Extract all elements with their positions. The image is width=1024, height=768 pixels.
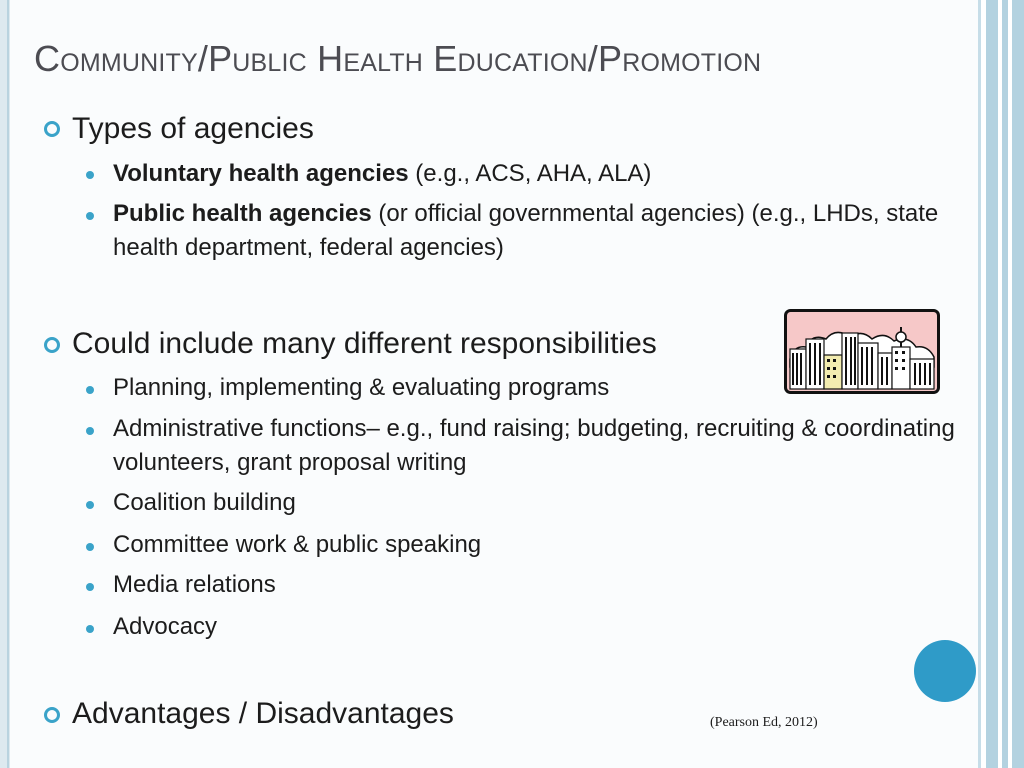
list-item: Media relations xyxy=(113,571,276,598)
ring-bullet-icon xyxy=(44,121,60,137)
left-edge-decoration xyxy=(0,0,10,768)
list-item: Administrative functions– e.g., fund raising; budgeting, recruiting & coordinating volunteers, grant proposal writing xyxy=(113,415,955,476)
dot-bullet-icon xyxy=(86,625,94,633)
citation: (Pearson Ed, 2012) xyxy=(710,715,818,730)
dot-bullet-icon xyxy=(86,543,94,551)
dot-bullet-icon xyxy=(86,386,94,394)
section-heading-advantages: Advantages / Disadvantages xyxy=(72,697,454,730)
list-item-voluntary: Voluntary health agencies (e.g., ACS, AHA, ALA) xyxy=(113,160,652,187)
list-item: Advocacy xyxy=(113,613,218,640)
section-heading-agencies: Types of agencies xyxy=(72,112,314,145)
dot-bullet-icon xyxy=(86,583,94,591)
decorative-circle xyxy=(914,640,976,702)
right-stripes-decoration xyxy=(978,0,1024,768)
list-item: Coalition building xyxy=(113,489,296,516)
list-item: Committee work & public speaking xyxy=(113,531,482,558)
city-skyline-icon xyxy=(784,309,940,394)
ring-bullet-icon xyxy=(44,337,60,353)
ring-bullet-icon xyxy=(44,707,60,723)
slide-title: Community/Public Health Education/Promotion xyxy=(34,38,762,79)
dot-bullet-icon xyxy=(86,171,94,179)
list-item: Planning, implementing & evaluating programs xyxy=(113,374,610,401)
dot-bullet-icon xyxy=(86,501,94,509)
dot-bullet-icon xyxy=(86,212,94,220)
section-heading-responsibilities: Could include many different responsibilities xyxy=(72,327,657,360)
dot-bullet-icon xyxy=(86,427,94,435)
list-item-public: Public health agencies (or official governmental agencies) (e.g., LHDs, state health department, federal agencies) xyxy=(113,200,939,261)
